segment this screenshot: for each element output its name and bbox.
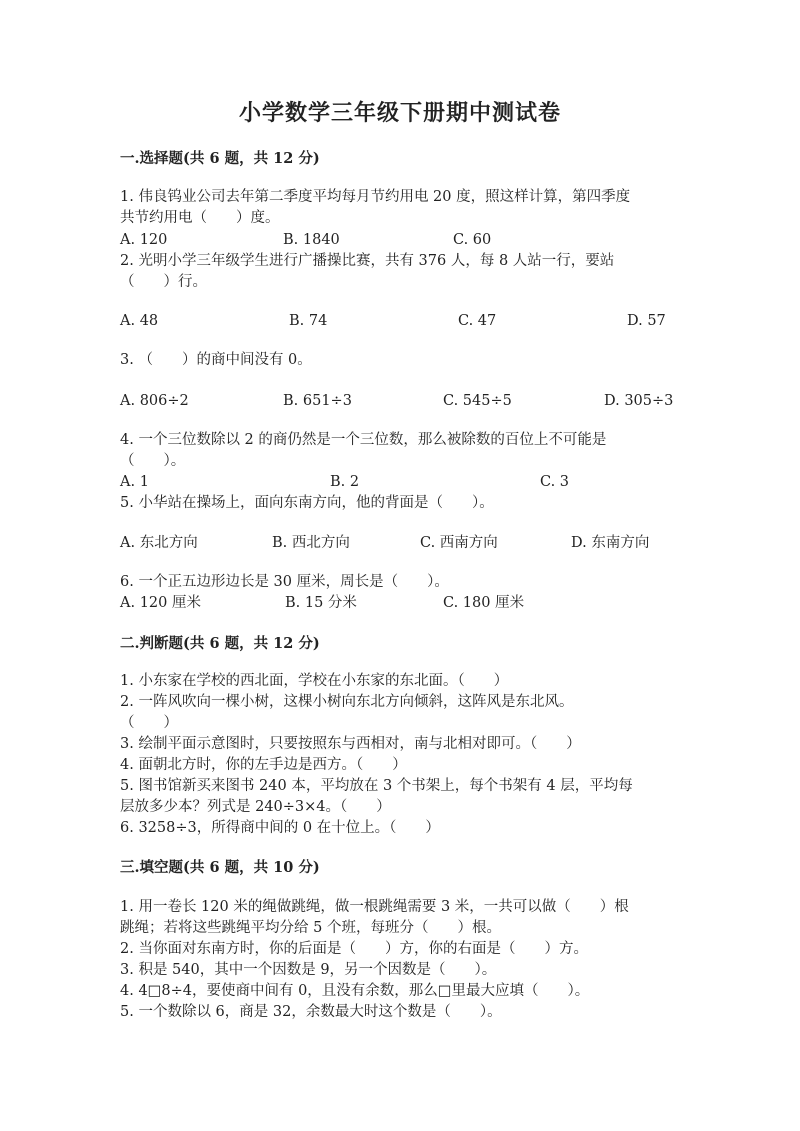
- option-c: C. 180 厘米: [443, 595, 525, 611]
- option-a: A. 806÷2: [120, 393, 189, 409]
- question-text: 1. 伟良钨业公司去年第二季度平均每月节约用电 20 度，照这样计算，第四季度: [120, 189, 631, 205]
- question-text: 5. 一个数除以 6，商是 32，余数最大时这个数是（ ）。: [120, 1004, 502, 1020]
- option-a: A. 48: [120, 313, 159, 329]
- question-text: 3. 绘制平面示意图时，只要按照东与西相对，南与北相对即可。（ ）: [120, 736, 581, 752]
- question-text: 共节约用电（ ）度。: [120, 210, 280, 226]
- option-b: B. 1840: [283, 232, 340, 248]
- question-text: 3. （ ）的商中间没有 0。: [120, 352, 312, 368]
- option-d: D. 东南方向: [571, 535, 650, 551]
- option-c: C. 60: [453, 232, 492, 248]
- option-c: C. 545÷5: [443, 393, 512, 409]
- option-c: C. 3: [540, 474, 570, 490]
- question-text: 2. 当你面对东南方时，你的后面是（ ）方，你的右面是（ ）方。: [120, 941, 588, 957]
- question-text: （ ）。: [120, 453, 186, 469]
- option-c: C. 西南方向: [420, 535, 498, 551]
- option-d: D. 305÷3: [604, 393, 674, 409]
- question-text: 层放多少本？列式是 240÷3×4。（ ）: [120, 799, 391, 815]
- question-text: 6. 一个正五边形边长是 30 厘米，周长是（ ）。: [120, 574, 449, 590]
- section-heading-true-false: 二.判断题(共 6 题，共 12 分): [120, 635, 320, 652]
- question-text: 5. 小华站在操场上，面向东南方向，他的背面是（ ）。: [120, 495, 494, 511]
- option-b: B. 2: [330, 474, 360, 490]
- option-c: C. 47: [458, 313, 497, 329]
- option-b: B. 15 分米: [285, 595, 357, 611]
- question-text: 3. 积是 540，其中一个因数是 9，另一个因数是（ ）。: [120, 962, 497, 978]
- option-b: B. 74: [289, 313, 328, 329]
- option-a: A. 120: [120, 232, 168, 248]
- question-text: 1. 小东家在学校的西北面，学校在小东家的东北面。（ ）: [120, 673, 509, 689]
- question-text: 4. 4□8÷4，要使商中间有 0，且没有余数，那么□里最大应填（ ）。: [120, 983, 590, 999]
- question-text: 4. 面朝北方时，你的左手边是西方。（ ）: [120, 757, 407, 773]
- section-heading-fill-blank: 三.填空题(共 6 题，共 10 分): [120, 859, 320, 876]
- question-text: 6. 3258÷3，所得商中间的 0 在十位上。（ ）: [120, 820, 440, 836]
- option-b: B. 西北方向: [272, 535, 350, 551]
- question-text: 4. 一个三位数除以 2 的商仍然是一个三位数，那么被除数的百位上不可能是: [120, 432, 607, 448]
- question-text: 2. 一阵风吹向一棵小树，这棵小树向东北方向倾斜，这阵风是东北风。: [120, 694, 574, 710]
- option-a: A. 东北方向: [120, 535, 198, 551]
- option-b: B. 651÷3: [283, 393, 352, 409]
- section-heading-choice: 一.选择题(共 6 题，共 12 分): [120, 150, 320, 167]
- question-text: 1. 用一卷长 120 米的绳做跳绳，做一根跳绳需要 3 米，一共可以做（ ）根: [120, 899, 629, 915]
- question-text: 跳绳；若将这些跳绳平均分给 5 个班，每班分（ ）根。: [120, 920, 501, 936]
- option-a: A. 1: [120, 474, 149, 490]
- option-d: D. 57: [627, 313, 666, 329]
- question-text: 2. 光明小学三年级学生进行广播操比赛，共有 376 人，每 8 人站一行，要站: [120, 253, 615, 269]
- option-a: A. 120 厘米: [120, 595, 201, 611]
- question-text: （ ）: [120, 715, 178, 731]
- page-title: 小学数学三年级下册期中测试卷: [238, 100, 561, 126]
- question-text: （ ）行。: [120, 274, 207, 290]
- question-text: 5. 图书馆新买来图书 240 本，平均放在 3 个书架上，每个书架有 4 层，平均每: [120, 778, 633, 794]
